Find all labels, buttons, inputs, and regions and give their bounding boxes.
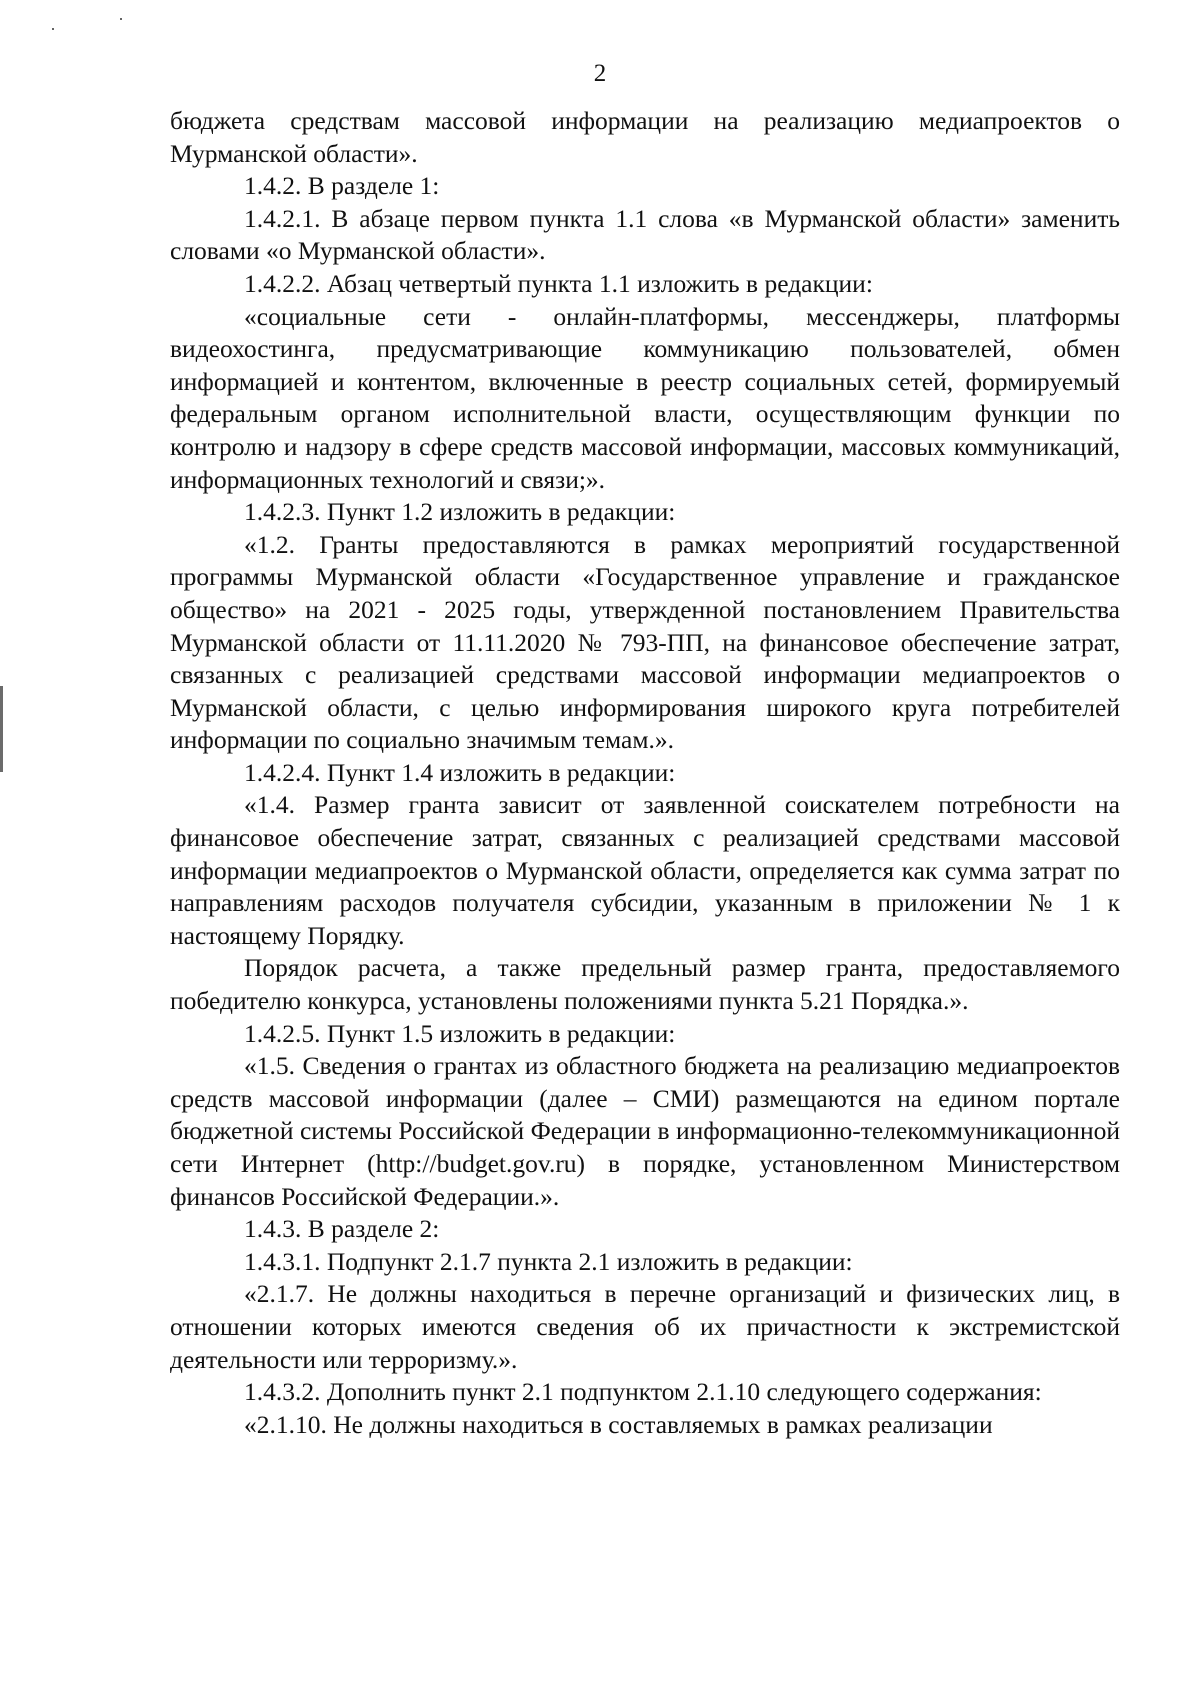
paragraph-1-4-2-5: 1.4.2.5. Пункт 1.5 изложить в редакции: [244, 1018, 676, 1048]
paragraph-clause-2-1-10: «2.1.10. Не должны находиться в составляемых в рамках реализации [244, 1409, 993, 1439]
paragraph-1-4-2: 1.4.2. В разделе 1: [244, 171, 440, 201]
paragraph-1-4-2-1: 1.4.2.1. В абзаце первом пункта 1.1 слова «в Мурманской области» заменить словами «о Мурманской области». [170, 203, 1120, 266]
paragraph-clause-2-1-7: «2.1.7. Не должны находиться в перечне организаций и физических лиц, в отношении которых имеются сведения об их причастности к экстремистской деятельности или терроризму.». [170, 1279, 1120, 1374]
paragraph-1-4-3-1: 1.4.3.1. Подпункт 2.1.7 пункта 2.1 изложить в редакции: [244, 1246, 853, 1276]
paragraph-social-networks-definition: «социальные сети - онлайн-платформы, мессенджеры, платформы видеохостинга, предусматривающие коммуникацию пользователей, обмен информацией и контентом, включенные в реестр социальных сетей, формируемый федеральным органом исполнительной власти, осуществляющим функции по контролю и надзору в сфере средств массовой информации, массовых коммуникаций, информационных технологий и связи;». [170, 301, 1120, 494]
paragraph-1-4-2-4: 1.4.2.4. Пункт 1.4 изложить в редакции: [244, 757, 676, 787]
scan-speck [120, 18, 122, 20]
paragraph-clause-1-2: «1.2. Гранты предоставляются в рамках мероприятий государственной программы Мурманской области «Государственное управление и гражданское общество» на 2021 - 2025 годы, утвержденной постановлением Правительства Мурманской области от 11.11.2020 № 793-ПП, на финансовое обеспечение затрат, связанных с реализацией средствами массовой информации медиапроектов о Мурманской области, с целью информирования широкого круга потребителей информации по социально значимым темам.». [170, 529, 1120, 755]
page-number: 2 [593, 60, 607, 87]
paragraph-1-4-2-3: 1.4.2.3. Пункт 1.2 изложить в редакции: [244, 497, 676, 527]
paragraph-1-4-3-2: 1.4.3.2. Дополнить пункт 2.1 подпунктом 2.1.10 следующего содержания: [244, 1377, 1042, 1407]
paragraph-clause-1-5: «1.5. Сведения о грантах из областного бюджета на реализацию медиапроектов средств массовой информации (далее – СМИ) размещаются на едином портале бюджетной системы Российской Федерации в информационно-телекоммуникационной сети Интернет (http://budget.gov.ru) в порядке, установленном Министерством финансов Российской Федерации.». [170, 1051, 1120, 1211]
scan-speck [52, 28, 54, 30]
paragraph-calculation-order: Порядок расчета, а также предельный размер гранта, предоставляемого победителю конкурса, установлены положениями пункта 5.21 Порядка.». [170, 953, 1120, 1016]
scan-edge-mark [0, 686, 3, 772]
paragraph-1-4-2-2: 1.4.2.2. Абзац четвертый пункта 1.1 изложить в редакции: [244, 268, 873, 298]
paragraph-1-4-3: 1.4.3. В разделе 2: [244, 1214, 440, 1244]
paragraph-clause-1-4: «1.4. Размер гранта зависит от заявленной соискателем потребности на финансовое обеспечение затрат, связанных с реализацией средствами массовой информации медиапроектов о Мурманской области, определяется как сумма затрат по направлениям расходов получателя субсидии, указанным в приложении № 1 к настоящему Порядку. [170, 790, 1120, 950]
document-body [170, 105, 1120, 1441]
paragraph-continuation: бюджета средствам массовой информации на реализацию медиапроектов о Мурманской области». [170, 106, 1120, 168]
